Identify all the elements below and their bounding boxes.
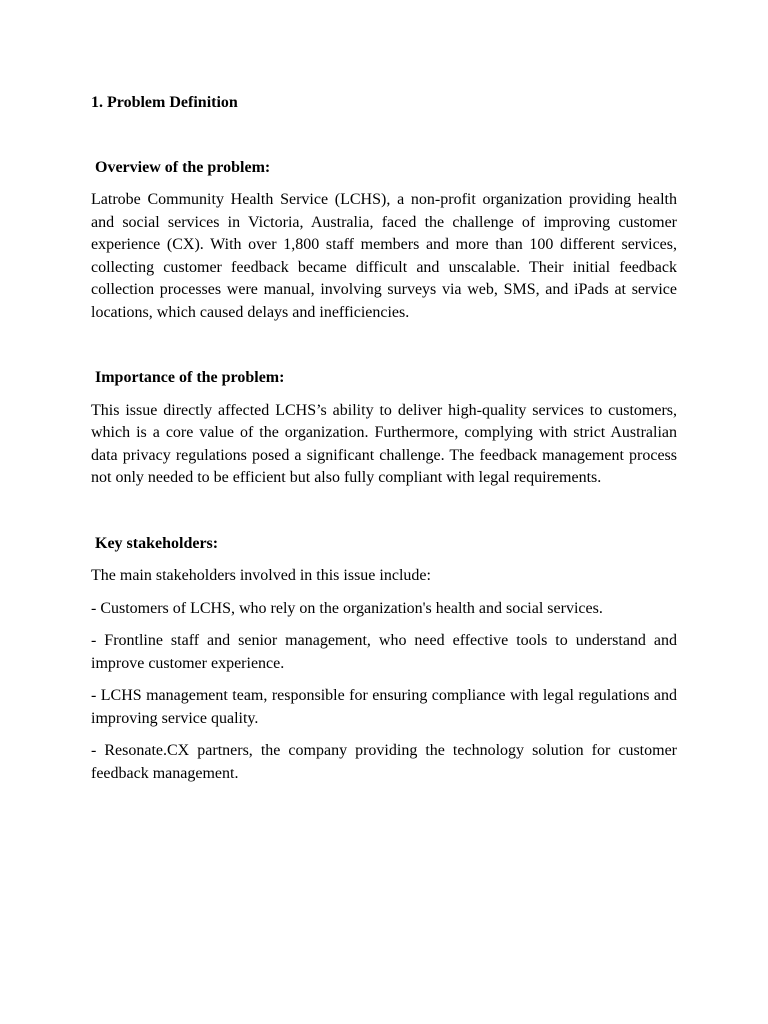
overview-paragraph: Latrobe Community Health Service (LCHS), a non-profit organization providing health and social services in Victoria, Australia, faced the challenge of improving customer experience (CX). With over 1,800 staff members and more than 100 different services, collecting customer feedback became difficult and unscalable. Their initial feedback collection processes were manual, involving surveys via web, SMS, and iPads at service locations, which caused delays and inefficiencies. xyxy=(91,191,677,321)
stakeholders-intro: The main stakeholders involved in this issue include: xyxy=(91,567,431,584)
document-content xyxy=(91,92,677,785)
stakeholder-item-customers: - Customers of LCHS, who rely on the organization's health and social services. xyxy=(91,599,603,617)
stakeholder-item-management-team: - LCHS management team, responsible for ensuring compliance with legal regulations and improving service quality. xyxy=(91,687,677,727)
stakeholder-item-resonate-partners: - Resonate.CX partners, the company providing the technology solution for customer feedback management. xyxy=(91,742,677,782)
overview-heading: Overview of the problem: xyxy=(95,158,271,176)
importance-heading: Importance of the problem: xyxy=(95,369,285,386)
stakeholders-heading: Key stakeholders: xyxy=(95,534,219,552)
section-title: 1. Problem Definition xyxy=(91,94,238,111)
importance-paragraph: This issue directly affected LCHS’s ability to deliver high-quality services to customers, which is a core value of the organization. Furthermore, complying with strict Australian data privacy regulations posed a significant challenge. The feedback management process not only needed to be efficient but also fully compliant with legal requirements. xyxy=(91,401,677,486)
stakeholder-item-frontline-staff: - Frontline staff and senior management, who need effective tools to understand and improve customer experience. xyxy=(91,632,677,672)
